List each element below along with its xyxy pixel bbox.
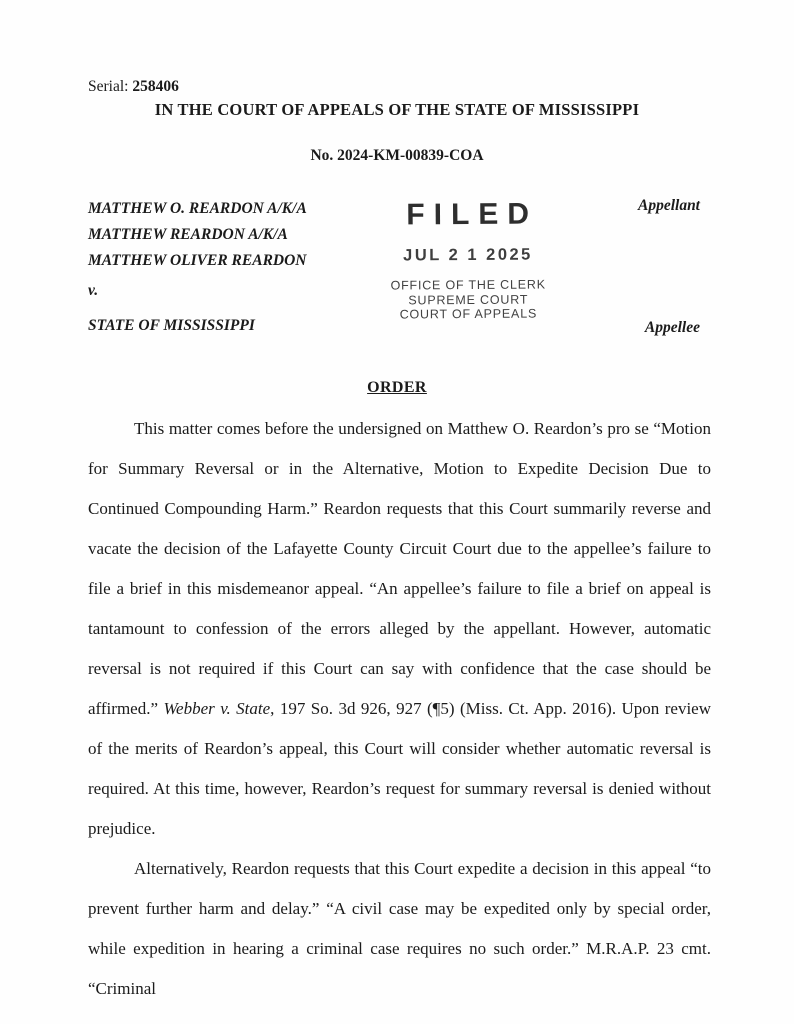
filed-stamp-date: JUL 2 1 2025 [403, 245, 533, 265]
case-number: No. 2024-KM-00839-COA [310, 147, 484, 164]
serial-number: 258406 [132, 78, 179, 95]
order-body [88, 409, 711, 1009]
filed-stamp-title: FILED [406, 197, 539, 232]
appellant-name-line: MATTHEW REARDON A/K/A [88, 226, 288, 243]
court-title: IN THE COURT OF APPEALS OF THE STATE OF MISSISSIPPI [154, 100, 640, 119]
case-citation: Webber v. State [163, 699, 271, 718]
order-paragraph [88, 849, 711, 1009]
serial-line [88, 78, 179, 96]
order-heading-wrap [0, 379, 794, 397]
versus-label: v. [88, 282, 99, 299]
filed-stamp-office [368, 277, 568, 322]
body-text-segment: , 197 So. 3d 926, 927 (¶5) (Miss. Ct. App. 2016). Upon review of the merits of Reardon’s appeal, this Court will consider whether automatic reversal is required. At this time, however, Reardon’s request for summary reversal is denied without prejudice. [88, 699, 711, 838]
filed-stamp-office-line: COURT OF APPEALS [399, 306, 538, 322]
serial-label: Serial: [88, 78, 129, 95]
body-text-segment: Alternatively, Reardon requests that this Court expedite a decision in this appeal “to prevent further harm and delay.” “A civil case may be expedited only by special order, while expedition in hearing a criminal case requires no such order.” M.R.A.P. 23 cmt. “Criminal [88, 859, 711, 998]
appellee-name: STATE OF MISSISSIPPI [88, 317, 255, 334]
filed-stamp-office-line: SUPREME COURT [408, 292, 529, 307]
body-text-segment: This matter comes before the undersigned on Matthew O. Reardon’s pro se “Motion for Summary Reversal or in the Alternative, Motion to Expedite Decision Due to Continued Compounding Harm.” Reardon requests that this Court summarily reverse and vacate the decision of the Lafayette County Circuit Court due to the appellee’s failure to file a brief in this misdemeanor appeal. “An appellee’s failure to file a brief on appeal is tantamount to confession of the errors alleged by the appellant. However, automatic reversal is not required if this Court can say with confidence that the case should be affirmed.” [88, 419, 711, 718]
order-heading: ORDER [367, 379, 427, 396]
filed-stamp [368, 197, 569, 322]
appellant-name-line: MATTHEW O. REARDON A/K/A [88, 200, 307, 217]
filed-stamp-office-line: OFFICE OF THE CLERK [390, 277, 546, 293]
appellee-role-label: Appellee [644, 319, 700, 336]
appellant-name-line: MATTHEW OLIVER REARDON [88, 252, 307, 269]
appellant-names [88, 196, 307, 274]
appellant-role-label: Appellant [637, 197, 700, 214]
order-paragraph [88, 409, 711, 849]
